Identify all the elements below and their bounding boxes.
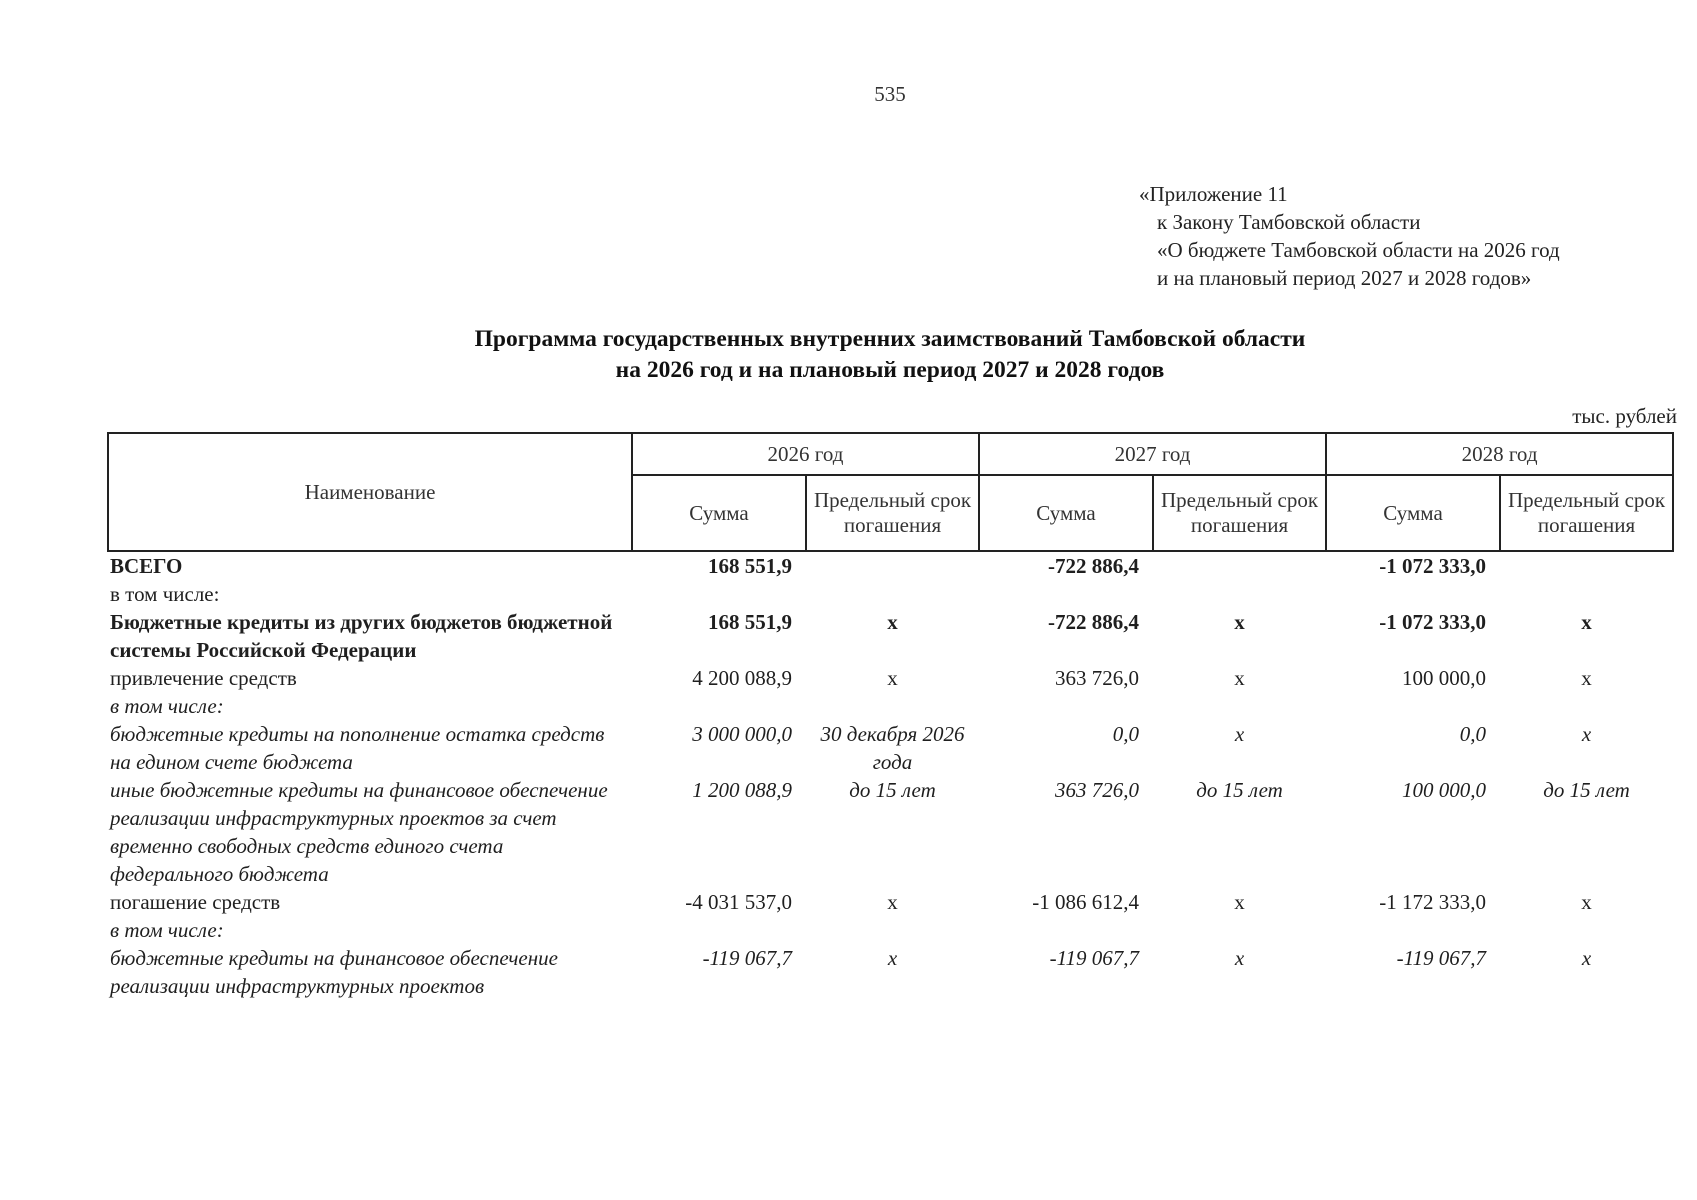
header-term: Предельный срок погашения <box>1500 475 1673 551</box>
table-row <box>108 664 1673 692</box>
cell-sum-2026: -119 067,7 <box>702 946 792 970</box>
cell-term-2026: х <box>887 610 898 634</box>
cell-sum-2028: 100 000,0 <box>1402 778 1487 802</box>
cell-sum-2028: -119 067,7 <box>1396 946 1487 970</box>
cell-sum-2027: -722 886,4 <box>1048 610 1140 634</box>
row-name: в том числе: <box>110 582 220 606</box>
cell-term-2027: х <box>1234 610 1245 634</box>
cell-sum-2027: -722 886,4 <box>1048 554 1140 578</box>
table-row-total <box>108 551 1673 580</box>
header-name: Наименование <box>108 433 632 551</box>
page-number: 535 <box>874 82 906 106</box>
units-label: тыс. рублей <box>1572 404 1677 428</box>
cell-term-2027: х <box>1234 890 1245 914</box>
cell-term-2027: х <box>1234 946 1245 970</box>
row-name: бюджетные кредиты на пополнение остатка средств на едином счете бюджета <box>110 722 605 774</box>
cell-term-2028: х <box>1581 666 1592 690</box>
cell-sum-2028: 0,0 <box>1459 722 1487 746</box>
annex-line: «Приложение 11 <box>1139 182 1288 206</box>
cell-term-2026: 30 декабря 2026 года <box>820 722 965 774</box>
cell-sum-2027: 363 726,0 <box>1055 666 1140 690</box>
annex-line: «О бюджете Тамбовской области на 2026 год <box>1157 238 1560 262</box>
cell-term-2028: х <box>1581 946 1592 970</box>
cell-term-2028: х <box>1581 610 1592 634</box>
cell-term-2026: х <box>887 946 898 970</box>
cell-sum-2026: 168 551,9 <box>708 610 792 634</box>
table-row <box>108 776 1673 888</box>
cell-sum-2028: 100 000,0 <box>1402 666 1487 690</box>
cell-term-2027: х <box>1234 666 1245 690</box>
table-row <box>108 916 1673 944</box>
table-row <box>108 888 1673 916</box>
cell-sum-2028: -1 172 333,0 <box>1379 890 1487 914</box>
cell-sum-2026: 168 551,9 <box>708 554 792 578</box>
cell-sum-2028: -1 072 333,0 <box>1379 610 1487 634</box>
row-name: в том числе: <box>110 918 224 942</box>
row-name: бюджетные кредиты на финансовое обеспечение реализации инфраструктурных проектов <box>110 946 558 998</box>
header-year-2028: 2028 год <box>1326 433 1673 475</box>
annex-reference <box>1139 180 1560 292</box>
borrowings-table <box>107 432 1674 1000</box>
document-title <box>0 324 1697 386</box>
cell-term-2026: до 15 лет <box>849 778 936 802</box>
cell-term-2028: х <box>1581 890 1592 914</box>
row-name: Бюджетные кредиты из других бюджетов бюджетной системы Российской Федерации <box>110 610 613 662</box>
header-year-2026: 2026 год <box>632 433 979 475</box>
header-term: Предельный срок погашения <box>1153 475 1326 551</box>
row-name: привлечение средств <box>110 666 297 690</box>
cell-sum-2028: -1 072 333,0 <box>1379 554 1487 578</box>
row-name: в том числе: <box>110 694 224 718</box>
cell-term-2027: х <box>1234 722 1245 746</box>
cell-sum-2027: 0,0 <box>1112 722 1140 746</box>
cell-term-2028 <box>1500 551 1673 580</box>
cell-sum-2027: -119 067,7 <box>1049 946 1140 970</box>
table-body <box>108 551 1673 1000</box>
cell-term-2026: х <box>887 666 898 690</box>
annex-line: и на плановый период 2027 и 2028 годов» <box>1157 266 1532 290</box>
table-row <box>108 608 1673 664</box>
header-sum: Сумма <box>632 475 806 551</box>
title-line: Программа государственных внутренних заимствований Тамбовской области <box>474 326 1306 352</box>
cell-term-2028: до 15 лет <box>1543 778 1630 802</box>
cell-term-2026 <box>806 551 979 580</box>
cell-term-2027: до 15 лет <box>1196 778 1283 802</box>
table-row <box>108 944 1673 1000</box>
cell-sum-2027: -1 086 612,4 <box>1032 890 1140 914</box>
annex-line: к Закону Тамбовской области <box>1157 210 1421 234</box>
cell-sum-2027: 363 726,0 <box>1055 778 1140 802</box>
cell-sum-2026: 1 200 088,9 <box>692 778 792 802</box>
header-sum: Сумма <box>1326 475 1500 551</box>
cell-term-2028: х <box>1581 722 1592 746</box>
cell-sum-2026: 4 200 088,9 <box>692 666 792 690</box>
row-name: погашение средств <box>110 890 281 914</box>
table-row <box>108 692 1673 720</box>
header-term: Предельный срок погашения <box>806 475 979 551</box>
header-year-2027: 2027 год <box>979 433 1326 475</box>
table-header <box>108 433 1673 551</box>
row-name: иные бюджетные кредиты на финансовое обеспечение реализации инфраструктурных проектов за счет временно свободных средств единого счета федерального бюджета <box>110 778 608 886</box>
table-row <box>108 580 1673 608</box>
cell-term-2027 <box>1153 551 1326 580</box>
header-sum: Сумма <box>979 475 1153 551</box>
cell-sum-2026: 3 000 000,0 <box>692 722 792 746</box>
cell-term-2026: х <box>887 890 898 914</box>
row-name: ВСЕГО <box>110 554 183 578</box>
cell-sum-2026: -4 031 537,0 <box>685 890 792 914</box>
title-line: на 2026 год и на плановый период 2027 и 2028 годов <box>615 357 1165 383</box>
table-row <box>108 720 1673 776</box>
